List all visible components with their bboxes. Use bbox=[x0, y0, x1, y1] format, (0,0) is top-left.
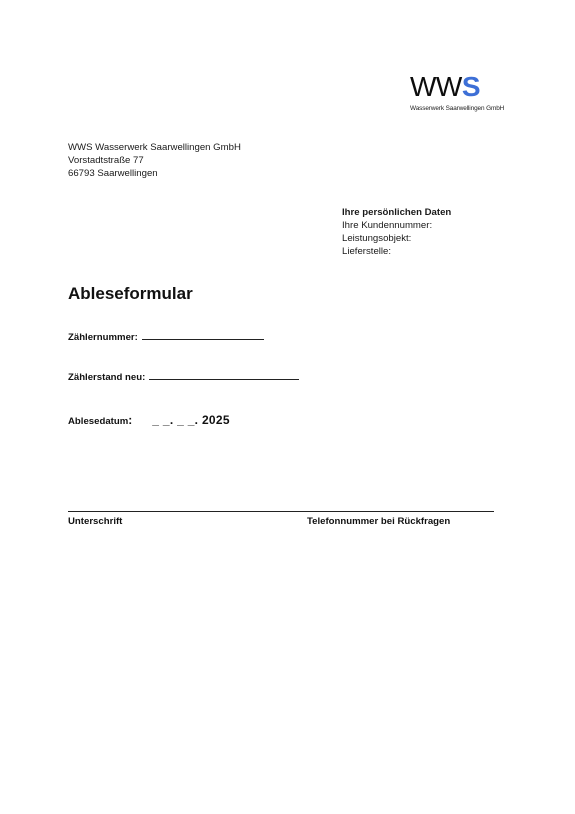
personal-data-heading: Ihre persönlichen Daten bbox=[342, 207, 452, 218]
reading-date-colon: : bbox=[128, 413, 133, 427]
personal-data-block bbox=[342, 206, 451, 258]
logo-mark bbox=[410, 72, 520, 102]
meter-reading-blank[interactable] bbox=[149, 370, 299, 380]
logo-mark-main: WW bbox=[410, 71, 462, 102]
sender-address bbox=[68, 141, 241, 180]
customer-number-label: Ihre Kundennummer: bbox=[342, 220, 433, 231]
reading-date-field bbox=[68, 411, 230, 429]
meter-number-label: Zählernummer: bbox=[68, 332, 138, 343]
page-title: Ableseformular bbox=[68, 284, 193, 303]
delivery-point-label: Lieferstelle: bbox=[342, 246, 392, 257]
sender-street: Vorstadtstraße 77 bbox=[68, 155, 144, 166]
sender-company: WWS Wasserwerk Saarwellingen GmbH bbox=[68, 142, 241, 153]
phone-label: Telefonnummer bei Rückfragen bbox=[307, 516, 451, 527]
signature-label: Unterschrift bbox=[68, 516, 123, 527]
company-logo bbox=[410, 72, 520, 113]
meter-reading-field bbox=[68, 370, 299, 383]
sender-city: 66793 Saarwellingen bbox=[68, 168, 158, 179]
meter-reading-label: Zählerstand neu: bbox=[68, 372, 146, 383]
reading-date-value[interactable]: _ _. _ _. 2025 bbox=[152, 413, 230, 427]
reading-date-label: Ablesedatum bbox=[68, 416, 129, 427]
signature-line[interactable] bbox=[68, 511, 494, 512]
service-object-label: Leistungsobjekt: bbox=[342, 233, 412, 244]
logo-subtitle: Wasserwerk Saarwellingen GmbH bbox=[410, 105, 505, 112]
meter-number-blank[interactable] bbox=[142, 330, 264, 340]
meter-number-field bbox=[68, 330, 264, 343]
logo-mark-accent: S bbox=[461, 71, 481, 102]
